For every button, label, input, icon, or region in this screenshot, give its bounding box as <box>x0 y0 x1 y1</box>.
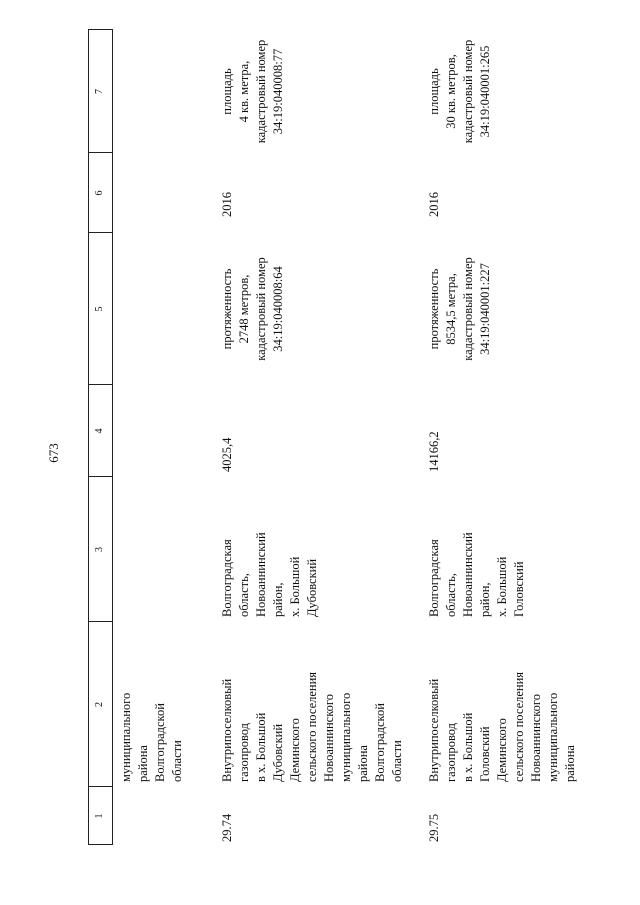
object-value: 14166,2 <box>427 431 441 472</box>
object-value: 4025,4 <box>220 437 234 472</box>
object-name: Внутрипоселковый газопровод в х. Большой Головский Деминского сельского поселения Новоаннинского муниципального района <box>427 671 577 782</box>
column-header-2: 2 <box>94 702 105 707</box>
column-header-1: 1 <box>94 813 105 819</box>
column-header-6: 6 <box>94 190 105 196</box>
page-number: 673 <box>46 443 61 463</box>
column-header-7: 7 <box>94 89 105 94</box>
object-notes: площадь 30 кв. метров, кадастровый номер 34:19:040001:265 <box>427 39 492 144</box>
row-number: 29.75 <box>427 813 441 842</box>
continued-object-name: муниципального района Волгоградской области <box>119 692 184 782</box>
column-header-3: 3 <box>94 547 105 552</box>
object-year: 2016 <box>220 192 234 217</box>
row-number: 29.74 <box>220 813 234 842</box>
object-characteristics: протяженность 2748 метров, кадастровый номер 34:19:040008:64 <box>220 257 285 361</box>
column-header-5: 5 <box>94 306 105 312</box>
object-location: Волгоградская область, Новоаннинский район, х. Большой Головский <box>427 532 526 617</box>
object-year: 2016 <box>427 192 441 217</box>
object-name: Внутрипоселковый газопровод в х. Большой Дубовский Деминского сельского поселения Новоаннинского муниципального района Волгоградской области <box>220 671 404 782</box>
object-location: Волгоградская область, Новоаннинский район, х. Большой Дубовский <box>220 532 319 617</box>
object-notes: площадь 4 кв. метра, кадастровый номер 34:19:040008:77 <box>220 39 285 144</box>
column-header-4: 4 <box>94 428 105 434</box>
object-characteristics: протяженность 8534,5 метра, кадастровый номер 34:19:040001:227 <box>427 257 492 361</box>
